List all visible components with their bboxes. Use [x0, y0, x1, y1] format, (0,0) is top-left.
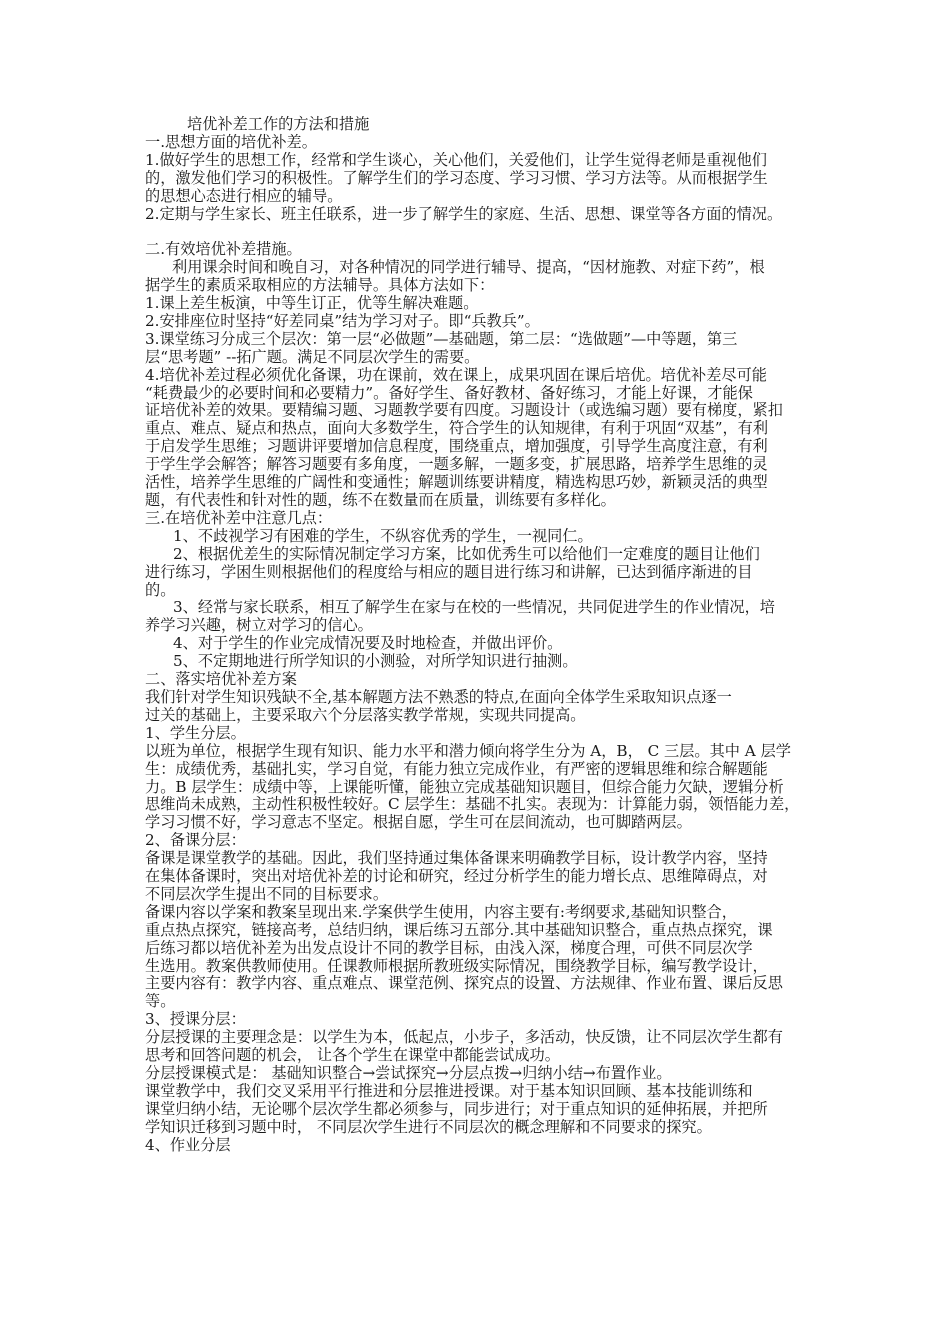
text-line: 2.安排座位时坚持“好差同桌”结为学习对子。即“兵教兵”。 — [145, 311, 540, 330]
text-line: 题，有代表性和针对性的题，练不在数量而在质量，训练要有多样化。 — [145, 491, 616, 510]
text-line: 3.课堂练习分成三个层次：第一层“必做题”—基础题，第二层：“选做题”—中等题，第三 — [145, 329, 738, 348]
text-line: “耗费最少的必要时间和必要精力”。备好学生、备好教材、备好练习，才能上好课，才能保 — [145, 383, 753, 402]
blank-line — [145, 223, 850, 241]
text-line: 分层授课模式是： 基础知识整合→尝试探究→分层点拨→归纳小结→布置作业。 — [145, 1064, 672, 1083]
text-line: 学习习惯不好，学习意志不坚定。根据自愿，学生可在层间流动，也可脚踏两层。 — [145, 813, 692, 832]
text-line: 思考和回答问题的机会， 让各个学生在课堂中都能尝试成功。 — [145, 1046, 560, 1065]
text-line: 3、授课分层： — [145, 1010, 246, 1029]
text-line: 重点、难点、疑点和热点，面向大多数学生，符合学生的认知规律，有利于巩固“双基”，有利 — [145, 419, 769, 438]
document-title: 培优补差工作的方法和措施 — [187, 115, 370, 133]
text-line: 养学习兴趣，树立对学习的信心。 — [145, 616, 373, 635]
text-line: 2、根据优差生的实际情况制定学习方案，比如优秀生可以给他们一定难度的题目让他们 — [173, 544, 760, 563]
text-line: 学知识迁移到习题中时， 不同层次学生进行不同层次的概念理解和不同要求的探究。 — [145, 1117, 712, 1136]
text-line: 后练习都以培优补差为出发点设计不同的教学目标，由浅入深，梯度合理，可供不同层次学 — [145, 938, 753, 957]
text-line: 4、对于学生的作业完成情况要及时地检查，并做出评价。 — [173, 634, 563, 653]
text-line: 等。 — [145, 992, 176, 1011]
text-line: 过关的基础上，主要采取六个分层落实教学常规，实现共同提高。 — [145, 705, 586, 724]
text-line: 1、学生分层。 — [145, 723, 246, 742]
text-line: 三.在培优补差中注意几点： — [145, 508, 333, 527]
text-line: 于启发学生思维；习题讲评要增加信息程度，围绕重点，增加强度，引导学生高度注意，有利 — [145, 437, 768, 456]
text-line: 于学生学会解答；解答习题要有多角度，一题多解，一题多变，扩展思路，培养学生思维的灵 — [145, 455, 768, 474]
text-line: 二.有效培优补差措施。 — [145, 240, 302, 259]
text-line: 不同层次学生提出不同的目标要求。 — [145, 884, 388, 903]
text-line: 生：成绩优秀，基础扎实，学习自觉，有能力独立完成作业，有严密的逻辑思维和综合解题能 — [145, 759, 768, 778]
text-line: 备课是课堂教学的基础。因此，我们坚持通过集体备课来明确教学目标，设计教学内容，坚持 — [145, 849, 768, 868]
text-line: 备课内容以学案和教案呈现出来.学案供学生使用，内容主要有:考纲要求,基础知识整合， — [145, 902, 737, 921]
text-line: 据学生的素质采取相应的方法辅导。具体方法如下： — [145, 276, 495, 295]
text-line: 在集体备课时，突出对培优补差的讨论和研究，经过分析学生的能力增长点、思维障碍点，对 — [145, 867, 768, 886]
text-line: 2.定期与学生家长、班主任联系，进一步了解学生的家庭、生活、思想、课堂等各方面的情况。 — [145, 204, 783, 223]
text-line: 2、备课分层： — [145, 831, 246, 850]
text-line: 利用课余时间和晚自习，对各种情况的同学进行辅导、提高，“因材施教、对症下药”，根 — [172, 258, 765, 277]
text-line: 以班为单位，根据学生现有知识、能力水平和潜力倾向将学生分为 A，B， C 三层。其中 A 层学 — [145, 741, 791, 760]
text-line: 1.做好学生的思想工作，经常和学生谈心，关心他们，关爱他们，让学生觉得老师是重视他们 — [145, 150, 767, 169]
text-line: 课堂教学中，我们交叉采用平行推进和分层推进授课。对于基本知识回顾、基本技能训练和 — [145, 1081, 753, 1100]
text-line: 重点热点探究，链接高考，总结归纳，课后练习五部分.其中基础知识整合，重点热点探究，课 — [145, 920, 773, 939]
text-line: 思维尚未成熟，主动性积极性较好。C 层学生：基础不扎实。表现为：计算能力弱，领悟能力差， — [145, 795, 800, 814]
text-line: 的。 — [145, 580, 176, 599]
text-line: 4.培优补差过程必须优化备课，功在课前，效在课上，成果巩固在课后培优。培优补差尽可能 — [145, 365, 767, 384]
text-line: 课堂归纳小结，无论哪个层次学生都必须参与，同步进行；对于重点知识的延伸拓展，并把所 — [145, 1099, 768, 1118]
text-line: 二、落实培优补差方案 — [145, 670, 297, 689]
text-line: 一.思想方面的培优补差。 — [145, 132, 317, 151]
text-line: 4、作业分层 — [145, 1135, 231, 1154]
text-line: 生选用。教案供教师使用。任课教师根据所教班级实际情况，围绕教学目标，编写教学设计， — [145, 956, 768, 975]
text-line: 层“思考题” --拓广题。满足不同层次学生的需要。 — [145, 347, 480, 366]
text-line: 的思想心态进行相应的辅导。 — [145, 186, 343, 205]
text-line: 3、经常与家长联系，相互了解学生在家与在校的一些情况，共同促进学生的作业情况，培 — [173, 598, 775, 617]
text-line: 证培优补差的效果。要精编习题、习题教学要有四度。习题设计（或选编习题）要有梯度，紧扣 — [145, 401, 783, 420]
text-line: 主要内容有：教学内容、重点难点、课堂范例、探究点的设置、方法规律、作业布置、课后反思 — [145, 974, 783, 993]
text-line: 5、不定期地进行所学知识的小测验，对所学知识进行抽测。 — [173, 652, 578, 671]
text-line: 我们针对学生知识残缺不全,基本解题方法不熟悉的特点,在面向全体学生采取知识点逐一 — [145, 687, 732, 706]
text-line: 1、不歧视学习有困难的学生，不纵容优秀的学生，一视同仁。 — [173, 526, 593, 545]
text-line: 力。B 层学生：成绩中等，上课能听懂，能独立完成基础知识题目，但综合能力欠缺，逻辑分析 — [145, 777, 784, 796]
text-line: 进行练习，学困生则根据他们的程度给与相应的题目进行练习和讲解，已达到循序渐进的目 — [145, 562, 753, 581]
text-line: 活性，培养学生思维的广阔性和变通性；解题训练要讲精度，精选构思巧妙，新颖灵活的典型 — [145, 473, 768, 492]
text-line: 的，激发他们学习的积极性。了解学生们的学习态度、学习习惯、学习方法等。从而根据学生 — [145, 168, 768, 187]
text-line: 分层授课的主要理念是：以学生为本，低起点，小步子，多活动，快反馈，让不同层次学生都有 — [145, 1028, 783, 1047]
text-line: 1.课上差生板演，中等生订正，优等生解决难题。 — [145, 294, 479, 313]
